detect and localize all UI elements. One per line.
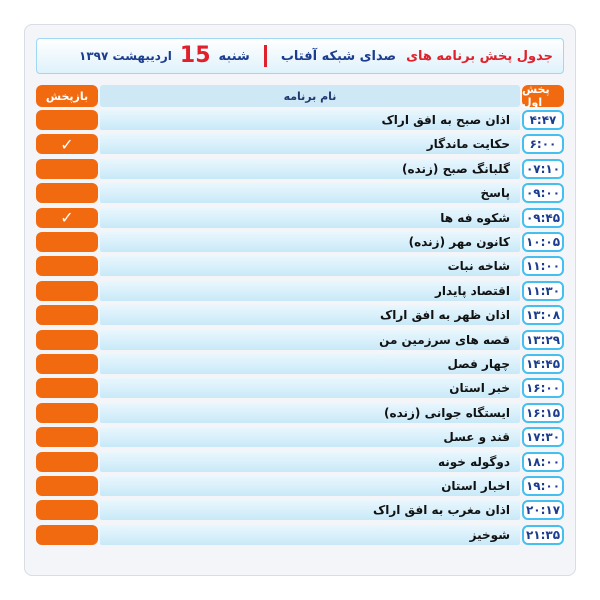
row-rerun-cell — [36, 330, 98, 350]
row-rerun-cell — [36, 476, 98, 496]
schedule-row — [0, 427, 600, 447]
row-program-name: شوخیز — [100, 525, 520, 545]
column-header-program: نام برنامه — [100, 85, 520, 107]
row-rerun-cell — [36, 281, 98, 301]
row-rerun-cell — [36, 183, 98, 203]
row-rerun-cell — [36, 525, 98, 545]
rerun-check-icon: ✓ — [36, 134, 98, 154]
row-rerun-cell — [36, 403, 98, 423]
row-program-name: ایستگاه جوانی (زنده) — [100, 403, 520, 423]
row-program-name: اذان صبح به افق اراک — [100, 110, 520, 130]
row-time: ۰۹:۴۵ — [522, 208, 564, 228]
header-network: صدای شبکه آفتاب — [280, 48, 397, 64]
schedule-row — [0, 452, 600, 472]
schedule-row — [0, 281, 600, 301]
row-rerun-cell — [36, 500, 98, 520]
row-program-name: قصه های سرزمین من — [100, 330, 520, 350]
row-program-name: چهار فصل — [100, 354, 520, 374]
header-date: اردیبهشت ۱۳۹۷ — [79, 49, 172, 63]
row-time: ۶:۰۰ — [522, 134, 564, 154]
row-program-name: پاسخ — [100, 183, 520, 203]
row-program-name: شکوه فه ها — [100, 208, 520, 228]
row-time: ۱۱:۳۰ — [522, 281, 564, 301]
row-rerun-cell — [36, 452, 98, 472]
row-program-name: حکایت ماندگار — [100, 134, 520, 154]
row-time: ۰۷:۱۰ — [522, 159, 564, 179]
row-time: ۴:۴۷ — [522, 110, 564, 130]
row-program-name: دوگوله خونه — [100, 452, 520, 472]
row-rerun-cell — [36, 354, 98, 374]
row-time: ۱۴:۴۵ — [522, 354, 564, 374]
column-header-time: پخش اول — [522, 85, 564, 107]
row-rerun-cell — [36, 256, 98, 276]
schedule-row — [0, 110, 600, 130]
schedule-row — [0, 134, 600, 154]
row-program-name: خبر استان — [100, 378, 520, 398]
row-program-name: اذان مغرب به افق اراک — [100, 500, 520, 520]
schedule-row — [0, 500, 600, 520]
row-program-name: شاخه نبات — [100, 256, 520, 276]
row-rerun-cell — [36, 305, 98, 325]
row-rerun-cell — [36, 378, 98, 398]
schedule-row — [0, 183, 600, 203]
schedule-row — [0, 476, 600, 496]
row-program-name: کانون مهر (زنده) — [100, 232, 520, 252]
row-time: ۱۰:۰۵ — [522, 232, 564, 252]
schedule-row — [0, 208, 600, 228]
row-program-name: اقتصاد پایدار — [100, 281, 520, 301]
row-program-name: قند و عسل — [100, 427, 520, 447]
row-time: ۰۹:۰۰ — [522, 183, 564, 203]
header-day-name: شنبه — [218, 48, 250, 64]
schedule-row — [0, 256, 600, 276]
row-time: ۱۶:۱۵ — [522, 403, 564, 423]
schedule-header — [36, 38, 564, 74]
schedule-row — [0, 403, 600, 423]
header-divider — [264, 45, 267, 67]
rerun-check-icon: ✓ — [36, 208, 98, 228]
row-time: ۱۳:۰۸ — [522, 305, 564, 325]
header-title: جدول پخش برنامه های — [406, 48, 553, 64]
row-program-name: اخبار استان — [100, 476, 520, 496]
header-day-number: 15 — [179, 43, 211, 68]
schedule-row — [0, 232, 600, 252]
schedule-row — [0, 159, 600, 179]
row-time: ۲۰:۱۷ — [522, 500, 564, 520]
row-time: ۱۸:۰۰ — [522, 452, 564, 472]
schedule-row — [0, 330, 600, 350]
row-rerun-cell — [36, 427, 98, 447]
schedule-row — [0, 378, 600, 398]
column-header-rerun: بازپخش — [36, 85, 98, 107]
schedule-row — [0, 525, 600, 545]
row-time: ۲۱:۳۵ — [522, 525, 564, 545]
row-time: ۱۳:۲۹ — [522, 330, 564, 350]
row-time: ۱۹:۰۰ — [522, 476, 564, 496]
row-program-name: گلبانگ صبح (زنده) — [100, 159, 520, 179]
row-time: ۱۱:۰۰ — [522, 256, 564, 276]
schedule-row — [0, 354, 600, 374]
row-program-name: اذان ظهر به افق اراک — [100, 305, 520, 325]
row-rerun-cell — [36, 110, 98, 130]
schedule-row — [0, 305, 600, 325]
row-rerun-cell — [36, 159, 98, 179]
row-time: ۱۶:۰۰ — [522, 378, 564, 398]
row-rerun-cell — [36, 232, 98, 252]
row-time: ۱۷:۳۰ — [522, 427, 564, 447]
